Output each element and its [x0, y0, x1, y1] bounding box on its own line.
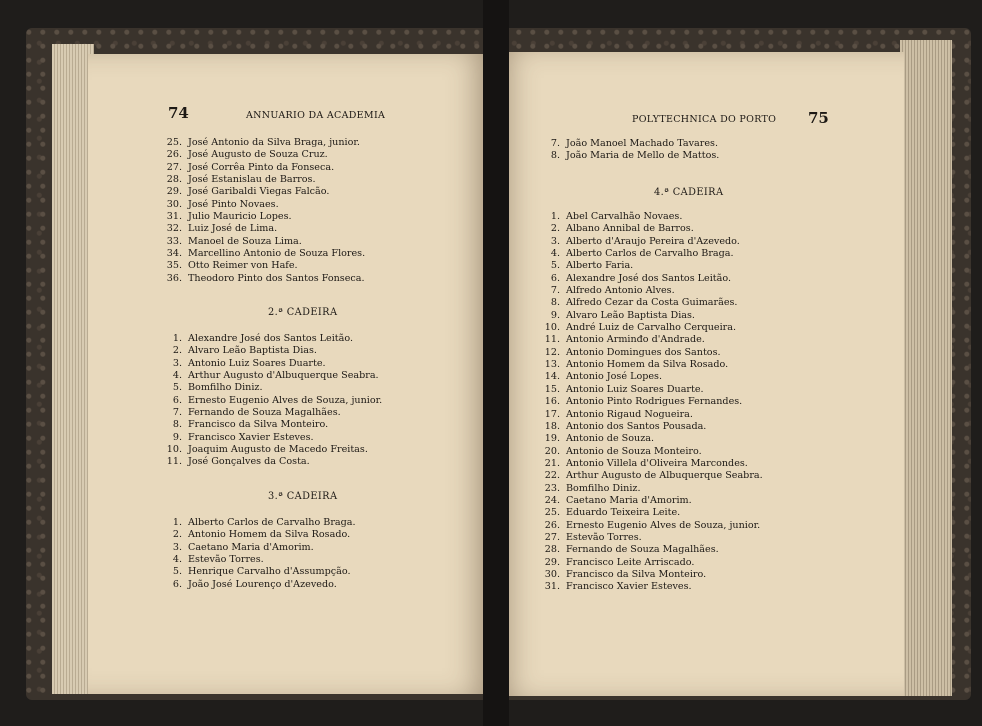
entry-number: 1. [172, 333, 182, 344]
entry-number: 26. [544, 519, 560, 531]
list-entry [538, 285, 763, 297]
entry-number: 5. [550, 260, 560, 272]
running-head: POLYTECHNICA DO PORTO [632, 114, 777, 125]
entry-number: 22. [544, 470, 560, 482]
page-edges-right [900, 40, 952, 696]
entry-number: 3. [172, 541, 182, 553]
entry-number: 2. [172, 345, 182, 357]
entry-number: 15. [544, 383, 560, 395]
entry-number: 8. [550, 150, 560, 162]
list-entry [160, 554, 356, 566]
entry-number: 27. [544, 531, 560, 543]
entry-number: 29. [544, 556, 560, 568]
entry-name: Antonio de Souza. [566, 433, 655, 445]
entry-number: 4. [172, 370, 182, 382]
entry-name: Antonio Domingues dos Santos. [566, 346, 721, 358]
entry-name: Julio Mauricio Lopes. [188, 211, 292, 223]
entry-name: Alberto Faria. [566, 260, 634, 272]
list-entry [160, 223, 365, 235]
page-number: 75 [808, 109, 829, 127]
name-list [538, 138, 719, 163]
list-entry [160, 579, 356, 591]
entry-name: Caetano Maria d'Amorim. [566, 494, 692, 506]
entry-name: João Maria de Mello de Mattos. [566, 150, 720, 162]
entry-name: José Garibaldi Viegas Falcão. [188, 186, 330, 198]
entry-number: 5. [172, 382, 182, 394]
entry-name: Alfredo Cezar da Costa Guimarães. [566, 297, 738, 309]
entry-name: Fernando de Souza Magalhães. [188, 407, 341, 419]
list-entry [538, 297, 763, 309]
entry-name: Antonio Homem da Silva Rosado. [188, 529, 351, 541]
entry-number: 7. [550, 138, 560, 149]
list-entry [538, 532, 763, 544]
list-entry [160, 236, 365, 248]
left-page [88, 54, 490, 694]
entry-name: Ernesto Eugenio Alves de Souza, junior. [566, 519, 761, 531]
list-entry [160, 345, 382, 357]
entry-name: Alberto d'Araujo Pereira d'Azevedo. [566, 235, 740, 247]
list-entry [538, 396, 763, 408]
entry-number: 9. [550, 309, 560, 321]
entry-number: 3. [172, 357, 182, 369]
entry-name: Antonio Pinto Rodrigues Fernandes. [566, 396, 743, 408]
list-entry [538, 273, 763, 285]
entry-number: 5. [172, 566, 182, 578]
entry-name: Bomfilho Diniz. [566, 482, 641, 494]
entry-number: 23. [544, 482, 560, 494]
entry-number: 33. [166, 235, 182, 247]
entry-number: 16. [544, 396, 560, 408]
entry-name: Francisco Xavier Esteves. [188, 431, 314, 443]
entry-name: Francisco Leite Arriscado. [566, 556, 695, 568]
entry-name: Arthur Augusto d'Albuquerque Seabra. [188, 370, 379, 382]
list-entry [160, 358, 382, 370]
entry-name: Alexandre José dos Santos Leitão. [566, 272, 732, 284]
list-entry [538, 507, 763, 519]
entry-name: Manoel de Souza Lima. [188, 235, 302, 247]
entry-number: 7. [550, 285, 560, 297]
list-entry [538, 446, 763, 458]
list-entry [538, 211, 763, 223]
entry-number: 30. [166, 198, 182, 210]
list-entry [160, 529, 356, 541]
entry-name: Francisco Xavier Esteves. [566, 581, 692, 593]
entry-number: 6. [172, 578, 182, 590]
list-entry [160, 137, 365, 149]
list-entry [160, 444, 382, 456]
list-entry [160, 382, 382, 394]
entry-name: Ernesto Eugenio Alves de Souza, junior. [188, 394, 383, 406]
list-entry [538, 495, 763, 507]
entry-number: 1. [550, 211, 560, 222]
list-entry [538, 384, 763, 396]
entry-number: 1. [172, 517, 182, 528]
entry-number: 24. [544, 494, 560, 506]
entry-name: Estevão Torres. [566, 531, 642, 543]
entry-number: 13. [544, 359, 560, 371]
entry-number: 35. [166, 260, 182, 272]
entry-number: 12. [544, 346, 560, 358]
entry-number: 6. [172, 394, 182, 406]
entry-name: Marcellino Antonio de Souza Flores. [188, 248, 366, 260]
entry-number: 19. [544, 433, 560, 445]
list-entry [160, 542, 356, 554]
list-entry [538, 520, 763, 532]
list-entry [160, 186, 365, 198]
entry-number: 21. [544, 457, 560, 469]
section-heading: 4.ª CADEIRA [654, 187, 724, 198]
entry-number: 36. [166, 272, 182, 284]
entry-number: 11. [166, 456, 182, 468]
right-page [496, 52, 904, 696]
list-entry [538, 581, 763, 593]
list-entry [538, 223, 763, 235]
entry-number: 31. [166, 211, 182, 223]
list-entry [538, 483, 763, 495]
entry-name: Otto Reimer von Hafe. [188, 260, 298, 272]
entry-number: 20. [544, 445, 560, 457]
list-entry [538, 138, 719, 150]
entry-name: Alexandre José dos Santos Leitão. [188, 333, 354, 344]
entry-number: 2. [172, 529, 182, 541]
entry-name: Bomfilho Diniz. [188, 382, 263, 394]
entry-name: José Corrêa Pinto da Fonseca. [188, 161, 335, 173]
entry-number: 4. [172, 554, 182, 566]
list-entry [538, 544, 763, 556]
list-entry [538, 260, 763, 272]
list-entry [538, 150, 719, 162]
entry-name: José Pinto Novaes. [188, 198, 279, 210]
entry-number: 18. [544, 420, 560, 432]
entry-name: José Estanislau de Barros. [188, 174, 316, 186]
list-entry [538, 569, 763, 581]
entry-name: José Augusto de Souza Cruz. [188, 149, 328, 161]
list-entry [160, 174, 365, 186]
list-entry [538, 322, 763, 334]
entry-number: 29. [166, 186, 182, 198]
page-number: 74 [168, 104, 189, 122]
name-list [160, 333, 382, 469]
entry-name: Albano Annibal de Barros. [566, 223, 694, 235]
list-entry [160, 395, 382, 407]
entry-number: 34. [166, 248, 182, 260]
entry-number: 28. [166, 174, 182, 186]
list-entry [538, 334, 763, 346]
entry-name: Estevão Torres. [188, 554, 264, 566]
list-entry [160, 199, 365, 211]
entry-number: 30. [544, 568, 560, 580]
list-entry [538, 557, 763, 569]
entry-name: Antonio Rigaud Nogueira. [566, 408, 693, 420]
section-heading: 3.ª CADEIRA [268, 491, 338, 502]
entry-number: 4. [550, 248, 560, 260]
entry-name: Alberto Carlos de Carvalho Braga. [188, 517, 356, 528]
list-entry [160, 260, 365, 272]
list-entry [160, 333, 382, 345]
section-heading: 2.ª CADEIRA [268, 307, 338, 318]
entry-number: 25. [544, 507, 560, 519]
list-entry [538, 310, 763, 322]
list-entry [160, 407, 382, 419]
list-entry [538, 236, 763, 248]
entry-name: Alfredo Antonio Alves. [566, 285, 675, 297]
entry-number: 14. [544, 371, 560, 383]
entry-number: 11. [544, 334, 560, 346]
list-entry [160, 456, 382, 468]
list-entry [538, 347, 763, 359]
entry-name: Alvaro Leão Baptista Dias. [188, 345, 317, 357]
list-entry [160, 370, 382, 382]
entry-number: 8. [550, 297, 560, 309]
list-entry [160, 273, 365, 285]
name-list [160, 137, 365, 285]
list-entry [538, 421, 763, 433]
list-entry [538, 248, 763, 260]
list-entry [160, 566, 356, 578]
entry-name: José Antonio da Silva Braga, junior. [188, 137, 360, 148]
entry-name: Alvaro Leão Baptista Dias. [566, 309, 695, 321]
list-entry [538, 470, 763, 482]
entry-name: Joaquim Augusto de Macedo Freitas. [188, 444, 368, 456]
entry-number: 26. [166, 149, 182, 161]
list-entry [160, 162, 365, 174]
entry-number: 2. [550, 223, 560, 235]
entry-number: 3. [550, 235, 560, 247]
entry-number: 28. [544, 544, 560, 556]
entry-name: Antonio Villela d'Oliveira Marcondes. [566, 457, 748, 469]
entry-number: 27. [166, 161, 182, 173]
list-entry [538, 371, 763, 383]
entry-name: Fernando de Souza Magalhães. [566, 544, 719, 556]
list-entry [160, 149, 365, 161]
entry-number: 31. [544, 581, 560, 593]
name-list [538, 211, 763, 594]
book-gutter [483, 0, 509, 726]
list-entry [538, 359, 763, 371]
entry-name: Antonio Luiz Soares Duarte. [566, 383, 704, 395]
entry-name: Caetano Maria d'Amorim. [188, 541, 314, 553]
entry-name: Antonio Arminđo d'Andrade. [566, 334, 705, 346]
list-entry [160, 432, 382, 444]
entry-name: Antonio Homem da Silva Rosado. [566, 359, 729, 371]
entry-number: 7. [172, 407, 182, 419]
entry-number: 10. [166, 444, 182, 456]
entry-name: André Luiz de Carvalho Cerqueira. [566, 322, 737, 334]
entry-name: Alberto Carlos de Carvalho Braga. [566, 248, 734, 260]
name-list [160, 517, 356, 591]
entry-name: Antonio Luiz Soares Duarte. [188, 357, 326, 369]
entry-name: Francisco da Silva Monteiro. [188, 419, 329, 431]
entry-number: 6. [550, 272, 560, 284]
entry-name: Antonio dos Santos Pousada. [566, 420, 707, 432]
entry-name: Arthur Augusto de Albuquerque Seabra. [566, 470, 763, 482]
entry-number: 10. [544, 322, 560, 334]
entry-number: 25. [166, 137, 182, 148]
entry-number: 32. [166, 223, 182, 235]
list-entry [538, 458, 763, 470]
list-entry [538, 409, 763, 421]
entry-name: Abel Carvalhão Novaes. [566, 211, 683, 222]
list-entry [160, 517, 356, 529]
list-entry [160, 248, 365, 260]
running-head: ANNUARIO DA ACADEMIA [246, 110, 386, 121]
entry-name: Theodoro Pinto dos Santos Fonseca. [188, 272, 365, 284]
entry-name: João José Lourenço d'Azevedo. [188, 578, 337, 590]
entry-name: Henrique Carvalho d'Assumpção. [188, 566, 351, 578]
entry-name: José Gonçalves da Costa. [188, 456, 310, 468]
list-entry [538, 433, 763, 445]
entry-number: 8. [172, 419, 182, 431]
entry-name: Luiz José de Lima. [188, 223, 278, 235]
entry-number: 9. [172, 431, 182, 443]
list-entry [160, 211, 365, 223]
entry-number: 17. [544, 408, 560, 420]
entry-name: Francisco da Silva Monteiro. [566, 568, 707, 580]
list-entry [160, 419, 382, 431]
entry-name: Eduardo Teixeira Leite. [566, 507, 681, 519]
entry-name: João Manoel Machado Tavares. [566, 138, 718, 149]
entry-name: Antonio de Souza Monteiro. [566, 445, 702, 457]
entry-name: Antonio José Lopes. [566, 371, 663, 383]
